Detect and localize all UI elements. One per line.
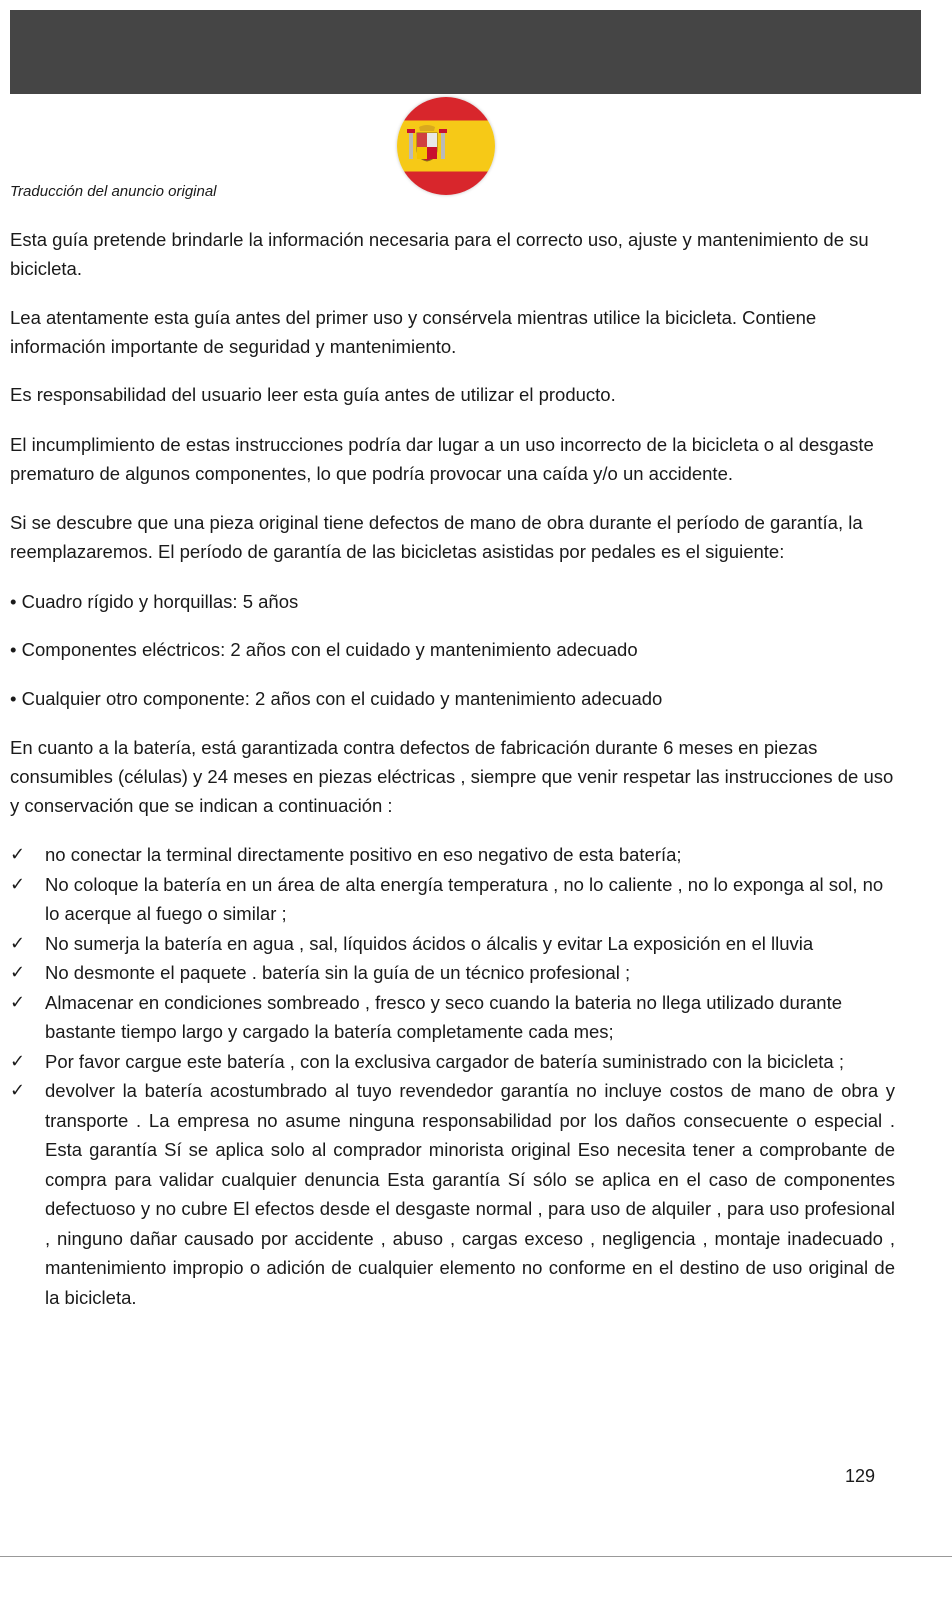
check-icon: ✓ [10, 991, 26, 1013]
list-item: ✓ Almacenar en condiciones sombreado , fresco y seco cuando la bateria no llega utilizado durante bastante tiempo largo y cargado la batería completamente cada mes; [10, 988, 895, 1047]
check-icon: ✓ [10, 844, 26, 865]
noncompliance-paragraph: El incumplimiento de estas instrucciones podría dar lugar a un uso incorrecto de la bicicleta o al desgaste prematuro de algunos componentes, lo que podría provocar una caída y/o un accidente. [10, 434, 874, 484]
list-item: ✓ devolver la batería acostumbrado al tuyo revendedor garantía no incluye costos de mano de obra y transporte . La empresa no asume ninguna responsabilidad por los daños consecuente o especial . Esta garantía Sí se aplica solo al comprador minorista original Eso necesita tener a comprobante de compra para validar cualquier denuncia Esta garantía Sí sólo se aplica en el caso de componentes defectuoso y no cubre El efectos desde el desgaste normal , para uso de alquiler , para uso profesional , ninguno dañar causado por accidente , abuso , cargas exceso , negligencia , montaje inadecuado , mantenimiento impropio o adición de cualquier elemento no conforme en el destino de uso original de la bicicleta. [10, 1076, 895, 1312]
coat-of-arms-icon [407, 125, 447, 167]
warranty-item-frame: • Cuadro rígido y horquillas: 5 años [10, 591, 299, 612]
translation-subtitle: Traducción del anuncio original [10, 183, 217, 200]
page-number: 129 [845, 1466, 876, 1486]
header-bar [10, 10, 921, 94]
intro-paragraph: Esta guía pretende brindarle la información necesaria para el correcto uso, ajuste y mantenimiento de su bicicleta. [10, 229, 869, 279]
spain-flag-icon [397, 97, 495, 195]
check-icon: ✓ [10, 1050, 26, 1072]
warranty-item-electric: • Componentes eléctricos: 2 años con el cuidado y mantenimiento adecuado [10, 639, 638, 660]
check-icon: ✓ [10, 932, 26, 954]
list-item: ✓ No sumerja la batería en agua , sal, líquidos ácidos o álcalis y evitar La exposición en el lluvia [10, 929, 895, 959]
list-item: ✓ No coloque la batería en un área de alta energía temperatura , no lo caliente , no lo exponga al sol, no lo acerque al fuego o similar ; [10, 870, 895, 929]
read-guide-paragraph: Lea atentamente esta guía antes del primer uso y consérvela mientras utilice la bicicleta. Contiene información importante de seguridad y mantenimiento. [10, 307, 817, 357]
list-item: ✓ Por favor cargue este batería , con la exclusiva cargador de batería suministrado con la bicicleta ; [10, 1047, 895, 1077]
bottom-divider [0, 1556, 952, 1557]
list-item: ✓ no conectar la terminal directamente positivo en eso negativo de esta batería; [10, 840, 895, 870]
warranty-paragraph: Si se descubre que una pieza original tiene defectos de mano de obra durante el período de garantía, la reemplazaremos. El período de garantía de las bicicletas asistidas por pedales es el siguiente: [10, 512, 863, 562]
warranty-item-other: • Cualquier otro componente: 2 años con el cuidado y mantenimiento adecuado [10, 688, 663, 709]
check-icon: ✓ [10, 962, 26, 983]
battery-paragraph: En cuanto a la batería, está garantizada contra defectos de fabricación durante 6 meses en piezas consumibles (células) y 24 meses en piezas eléctricas , siempre que venir respetar las instrucciones de uso y conservación que se indican a continuación : [10, 737, 894, 816]
check-icon: ✓ [10, 1080, 26, 1101]
check-icon: ✓ [10, 873, 26, 895]
battery-checklist [10, 840, 895, 1312]
list-item: ✓ No desmonte el paquete . batería sin la guía de un técnico profesional ; [10, 958, 895, 988]
responsibility-paragraph: Es responsabilidad del usuario leer esta guía antes de utilizar el producto. [10, 384, 616, 405]
